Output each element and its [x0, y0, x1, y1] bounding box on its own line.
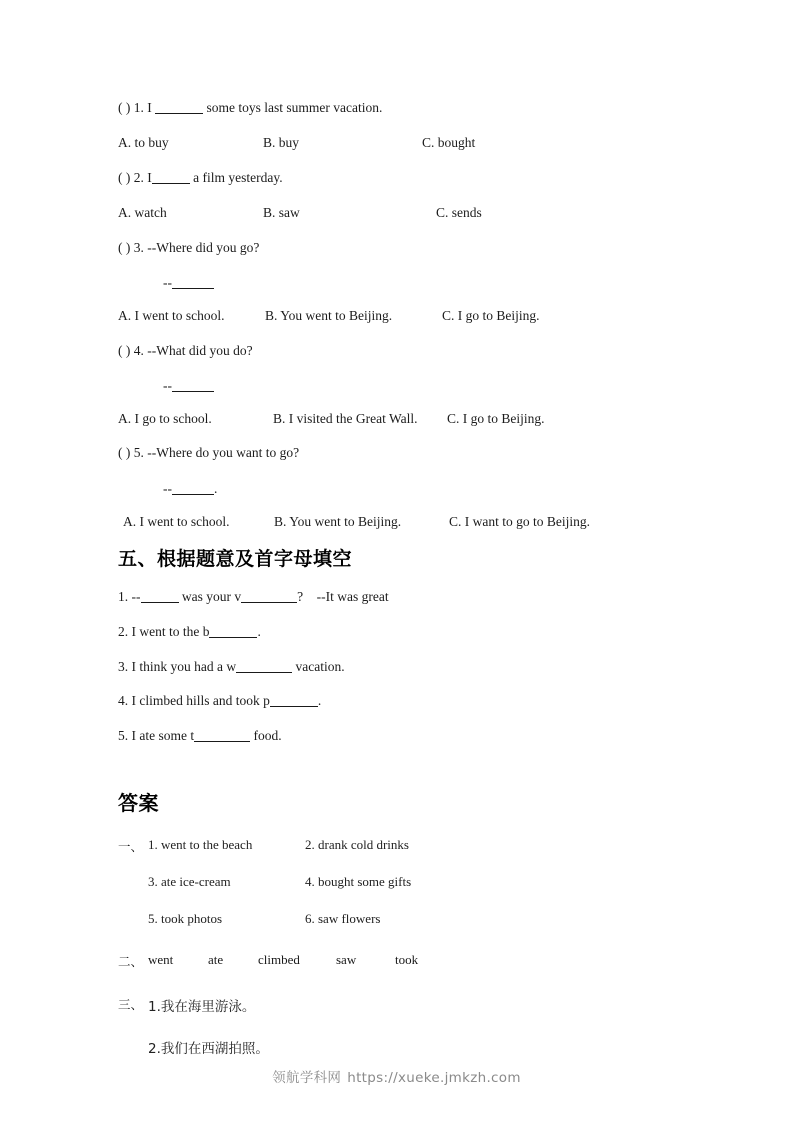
section-five-heading: 五、根据题意及首字母填空 [118, 548, 353, 570]
fill-item-1 [118, 589, 678, 606]
options-row-4 [118, 411, 678, 427]
fill-item-1-pre: 1. -- [118, 588, 141, 604]
fill-blank-2 [209, 627, 257, 638]
options-row-3 [118, 308, 678, 324]
question-prompt-2-prefix: ( ) 2. I [118, 169, 152, 185]
question-prompt-1-prefix: ( ) 1. I [118, 100, 152, 115]
watermark-url: https://xueke.jmkzh.com [347, 1070, 521, 1086]
answer-period-5: . [214, 480, 218, 496]
fill-item-4-pre: 4. I climbed hills and took p [118, 693, 270, 709]
answer-group-three-marker: 三、 [118, 997, 144, 1013]
answer-blank-4 [172, 381, 214, 392]
option-1-b[interactable]: B. buy [263, 135, 300, 151]
answer-row [118, 874, 678, 891]
answer-blank-row-4 [118, 378, 678, 395]
answer-word-4: saw [336, 952, 357, 968]
question-prompt-3-prefix: ( ) 3. --Where did you go? [118, 239, 260, 255]
answer-blank-row-3 [118, 275, 678, 292]
option-3-a[interactable]: A. I went to school. [118, 308, 225, 323]
fill-item-5-pre: 5. I ate some t [118, 728, 195, 744]
option-2-a[interactable]: A. watch [118, 205, 167, 221]
fill-item-5 [118, 728, 678, 745]
question-prompt-5 [118, 445, 678, 462]
option-4-b[interactable]: B. I visited the Great Wall. [273, 410, 418, 426]
answer-dash-5: -- [163, 480, 172, 496]
fill-item-3-post: vacation. [295, 658, 345, 674]
question-prompt-2 [118, 170, 678, 187]
answers-heading: 答案 [118, 791, 159, 816]
fill-item-2-pre: 2. I went to the b [118, 623, 210, 639]
fill-blank-5 [194, 731, 250, 742]
answer-6: 6. saw flowers [305, 911, 381, 927]
answer-row [118, 837, 678, 854]
answer-blank-5 [172, 484, 214, 495]
option-5-a[interactable]: A. I went to school. [123, 513, 230, 529]
question-prompt-4 [118, 343, 678, 360]
answer-group-one-marker: 一、 [118, 839, 144, 855]
answer-3: 3. ate ice-cream [148, 874, 231, 890]
option-1-a[interactable]: A. to buy [118, 135, 169, 151]
answer-blank-row-5 [118, 481, 678, 498]
answer-dash-3: -- [163, 275, 172, 291]
answers-group-two [118, 952, 678, 969]
answer-word-5: took [395, 952, 419, 968]
question-prompt-1-suffix: some toys last summer vacation. [206, 100, 383, 115]
option-3-b[interactable]: B. You went to Beijing. [265, 308, 393, 323]
answer-5: 5. took photos [148, 911, 223, 927]
answer-4: 4. bought some gifts [305, 874, 412, 890]
answer-word-2: ate [208, 952, 224, 968]
fill-item-4 [118, 693, 678, 710]
answer-translation-2: 2.我们在西湖拍照。 [148, 1041, 269, 1058]
inline-blank-q2 [152, 173, 190, 184]
fill-blank-1b [241, 592, 297, 603]
option-3-c[interactable]: C. I go to Beijing. [442, 308, 540, 323]
answer-group-two-marker: 二、 [118, 954, 144, 970]
option-2-c[interactable]: C. sends [436, 205, 482, 221]
answer-blank-3 [172, 278, 214, 289]
options-row-5 [118, 514, 678, 530]
option-4-a[interactable]: A. I go to school. [118, 410, 212, 426]
fill-blank-3 [236, 662, 292, 673]
fill-item-5-post: food. [253, 728, 282, 744]
fill-item-1-mid: was your v [181, 588, 242, 604]
options-row-1 [118, 135, 678, 151]
answers-group-three-line-2 [118, 1037, 678, 1058]
question-prompt-1 [118, 100, 678, 117]
option-5-b[interactable]: B. You went to Beijing. [274, 513, 402, 529]
question-prompt-5-prefix: ( ) 5. --Where do you want to go? [118, 445, 300, 461]
question-prompt-3 [118, 240, 678, 257]
answer-2: 2. drank cold drinks [305, 837, 409, 853]
answer-1: 1. went to the beach [148, 837, 253, 853]
footer-watermark [0, 1066, 793, 1086]
answers-group-three-line-1 [118, 995, 678, 1016]
fill-item-2 [118, 624, 678, 641]
fill-item-3 [118, 659, 678, 676]
inline-blank-q1 [155, 103, 203, 114]
option-1-c[interactable]: C. bought [422, 135, 476, 151]
fill-blank-4 [270, 696, 318, 707]
answers-group-one [118, 837, 678, 928]
answer-word-1: went [148, 952, 174, 968]
fill-item-2-post: . [257, 623, 261, 639]
answer-translation-1: 1.我在海里游泳。 [148, 999, 256, 1016]
fill-blank-1a [141, 592, 179, 603]
options-row-2 [118, 205, 678, 221]
fill-item-1-post: ? [297, 588, 304, 604]
answer-dash-4: -- [163, 377, 172, 393]
question-prompt-2-suffix: a film yesterday. [193, 169, 283, 185]
option-2-b[interactable]: B. saw [263, 205, 300, 221]
fill-item-3-pre: 3. I think you had a w [118, 658, 237, 674]
fill-item-4-post: . [317, 693, 322, 709]
answer-word-3: climbed [258, 952, 300, 968]
option-5-c[interactable]: C. I want to go to Beijing. [449, 513, 590, 529]
option-4-c[interactable]: C. I go to Beijing. [447, 410, 545, 426]
fill-item-1-tail: --It was great [316, 588, 389, 604]
watermark-site-name: 领航学科网 [272, 1070, 342, 1086]
answer-row [118, 911, 678, 928]
document-content [118, 100, 678, 1074]
question-prompt-4-prefix: ( ) 4. --What did you do? [118, 342, 253, 358]
